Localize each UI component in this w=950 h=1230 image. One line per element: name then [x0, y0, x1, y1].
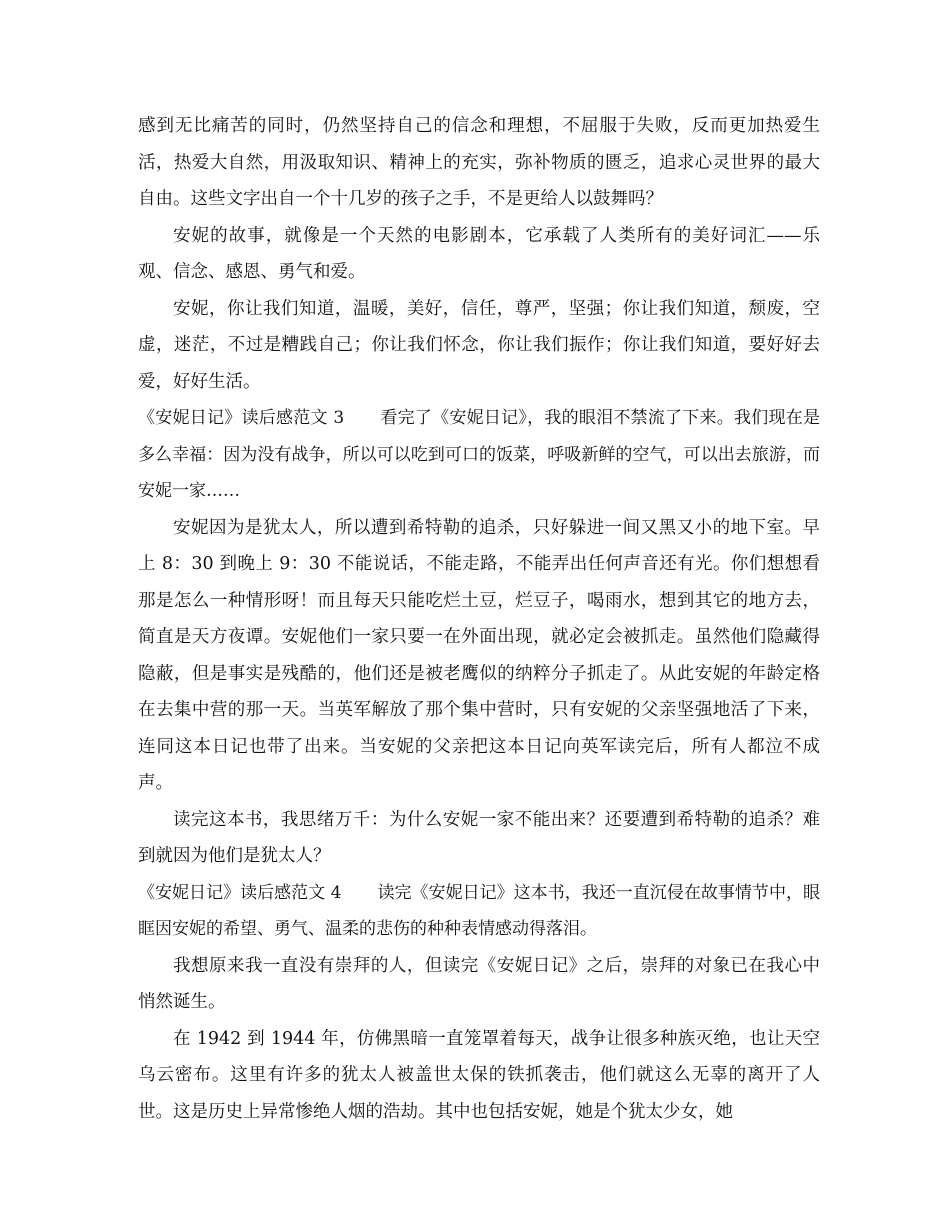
section-paragraph — [138, 875, 820, 948]
paragraph: 在 1942 到 1944 年，仿佛黑暗一直笼罩着每天，战争让很多种族灭绝，也让天空乌云密布。这里有许多的犹太人被盖世太保的铁抓袭击，他们就这么无辜的离开了人世。这是历史上异常惨绝人烟的浩劫。其中也包括安妮，她是个犹太少女，她 — [138, 1028, 820, 1122]
paragraph: 我想原来我一直没有崇拜的人，但读完《安妮日记》之后，崇拜的对象已在我心中悄然诞生。 — [138, 955, 820, 1012]
paragraph: 安妮，你让我们知道，温暖，美好，信任，尊严，坚强；你让我们知道，颓废，空虚，迷茫，不过是糟践自己；你让我们怀念，你让我们振作；你让我们知道，要好好去爱，好好生活。 — [138, 298, 820, 392]
paragraph: 感到无比痛苦的同时，仍然坚持自己的信念和理想，不屈服于失败，反而更加热爱生活，热爱大自然，用汲取知识、精神上的充实，弥补物质的匮乏，追求心灵世界的最大自由。这些文字出自一个十几岁的孩子之手，不是更给人以鼓舞吗？ — [138, 116, 820, 209]
paragraph: 安妮的故事，就像是一个天然的电影剧本，它承载了人类所有的美好词汇——乐观、信念、感恩、勇气和爱。 — [138, 225, 820, 282]
section-text: 读完《安妮日记》这本书，我还一直沉侵在故事情节中，眼眶因安妮的希望、勇气、温柔的悲伤的种种表情感动得落泪。 — [138, 882, 820, 939]
paragraph: 读完这本书，我思绪万千：为什么安妮一家不能出来？还要遭到希特勒的追杀？难到就因为他们是犹太人？ — [138, 809, 820, 866]
paragraph: 安妮因为是犹太人，所以遭到希特勒的追杀，只好躲进一间又黑又小的地下室。早上 8：30 到晚上 9：30 不能说话，不能走路，不能弄出任何声音还有光。你们想想看那是怎么一种情形呀！而且每天只能吃烂土豆，烂豆子，喝雨水，想到其它的地方去，简直是天方夜谭。安妮他们一家只要一在外面出现，就必定会被抓走。虽然他们隐藏得隐蔽，但是事实是残酷的，他们还是被老鹰似的纳粹分子抓走了。从此安妮的年龄定格在去集中营的那一天。当英军解放了那个集中营时，只有安妮的父亲坚强地活了下来，连同这本日记也带了出来。当安妮的父亲把这本日记向英军读完后，所有人都泣不成声。 — [138, 517, 820, 793]
section-text: 看完了《安妮日记》，我的眼泪不禁流了下来。我们现在是多么幸福：因为没有战争，所以可以吃到可口的饭菜，呼吸新鲜的空气，可以出去旅游，而安妮一家…… — [138, 408, 820, 501]
section-heading: 《安妮日记》读后感范文 4 — [138, 882, 342, 903]
section-paragraph — [138, 400, 820, 510]
section-heading: 《安妮日记》读后感范文 3 — [138, 408, 345, 428]
